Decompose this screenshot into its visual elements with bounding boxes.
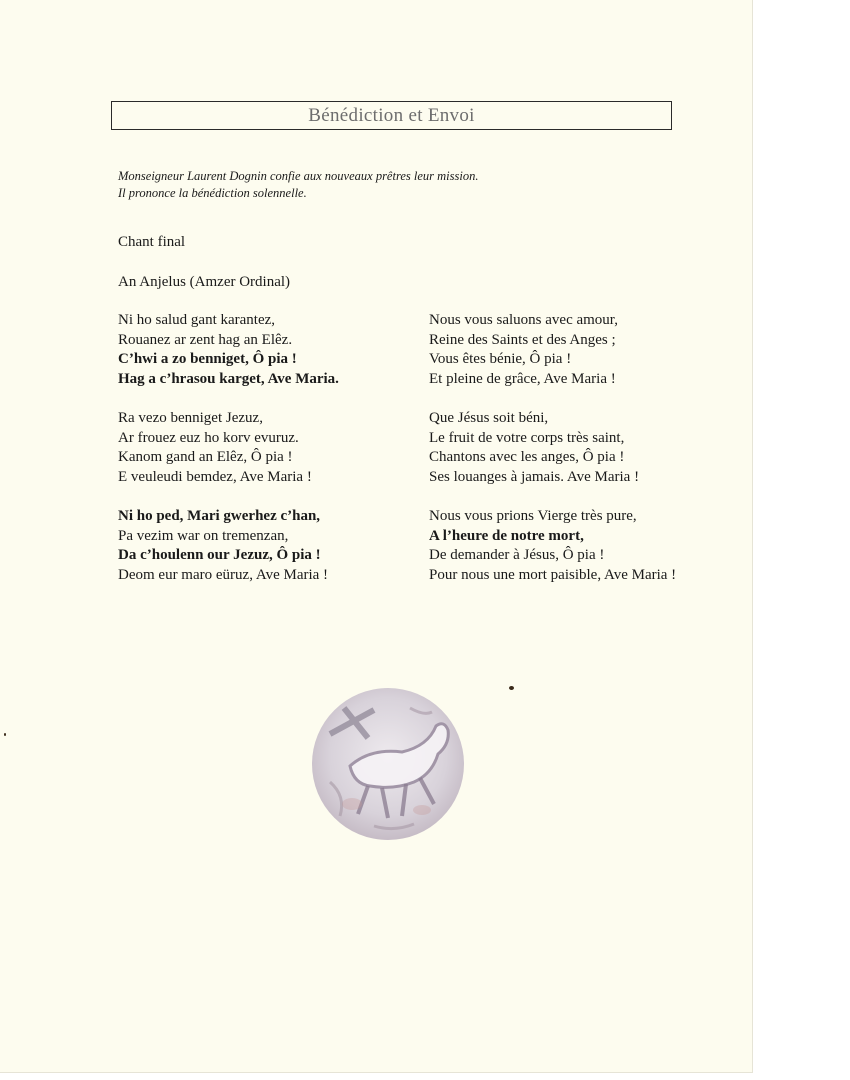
stanza — [118, 507, 339, 585]
verse-line: Reine des Saints et des Anges ; — [429, 331, 616, 348]
stanza — [429, 409, 676, 487]
verse-line: Vous êtes bénie, Ô pia ! — [429, 351, 572, 368]
french-column — [429, 311, 676, 605]
song-title: An Anjelus (Amzer Ordinal) — [118, 274, 291, 290]
verse-line: E veuleudi bemdez, Ave Maria ! — [118, 468, 312, 485]
verse-line: Nous vous prions Vierge très pure, — [429, 507, 637, 524]
stanza — [429, 311, 676, 389]
stanza — [118, 409, 339, 487]
verse-line: Nous vous saluons avec amour, — [429, 312, 618, 328]
verse-line: C’hwi a zo benniget, Ô pia ! — [118, 351, 297, 368]
verse-line: Et pleine de grâce, Ave Maria ! — [429, 370, 616, 387]
verse-line: Pour nous une mort paisible, Ave Maria ! — [429, 566, 677, 583]
verse-line: Ni ho ped, Mari gwerhez c’han, — [118, 507, 321, 524]
verse-line: Ar frouez euz ho korv evuruz. — [118, 429, 299, 446]
verse-line: Rouanez ar zent hag an Elêz. — [118, 331, 293, 348]
chant-label: Chant final — [118, 234, 186, 250]
verse-line: Ra vezo benniget Jezuz, — [118, 409, 263, 426]
verse-line: Hag a c’hrasou karget, Ave Maria. — [118, 370, 339, 387]
intro-line: Il prononce la bénédiction solennelle. — [118, 186, 307, 200]
verse-line: Deom eur maro eüruz, Ave Maria ! — [118, 566, 329, 583]
verse-line: De demander à Jésus, Ô pia ! — [429, 547, 605, 564]
verse-line: A l’heure de notre mort, — [429, 527, 584, 544]
verse-line: Ses louanges à jamais. Ave Maria ! — [429, 468, 640, 485]
verse-line: Ni ho salud gant karantez, — [118, 312, 276, 328]
verse-line: Chantons avec les anges, Ô pia ! — [429, 449, 625, 466]
agnus-dei-seal-icon — [310, 686, 466, 842]
verse-line: Kanom gand an Elêz, Ô pia ! — [118, 449, 293, 466]
stanza — [118, 311, 339, 389]
section-title: Bénédiction et Envoi — [111, 101, 672, 130]
ink-speck — [4, 733, 6, 736]
verse-line: Da c’houlenn our Jezuz, Ô pia ! — [118, 547, 321, 564]
verse-line: Le fruit de votre corps très saint, — [429, 429, 625, 446]
ink-speck — [509, 686, 514, 690]
breton-column — [118, 311, 339, 605]
stanza — [429, 507, 676, 585]
intro-text — [118, 168, 478, 202]
verse-line: Pa vezim war on tremenzan, — [118, 527, 289, 544]
intro-line: Monseigneur Laurent Dognin confie aux nouveaux prêtres leur mission. — [118, 169, 479, 183]
verse-line: Que Jésus soit béni, — [429, 409, 549, 426]
